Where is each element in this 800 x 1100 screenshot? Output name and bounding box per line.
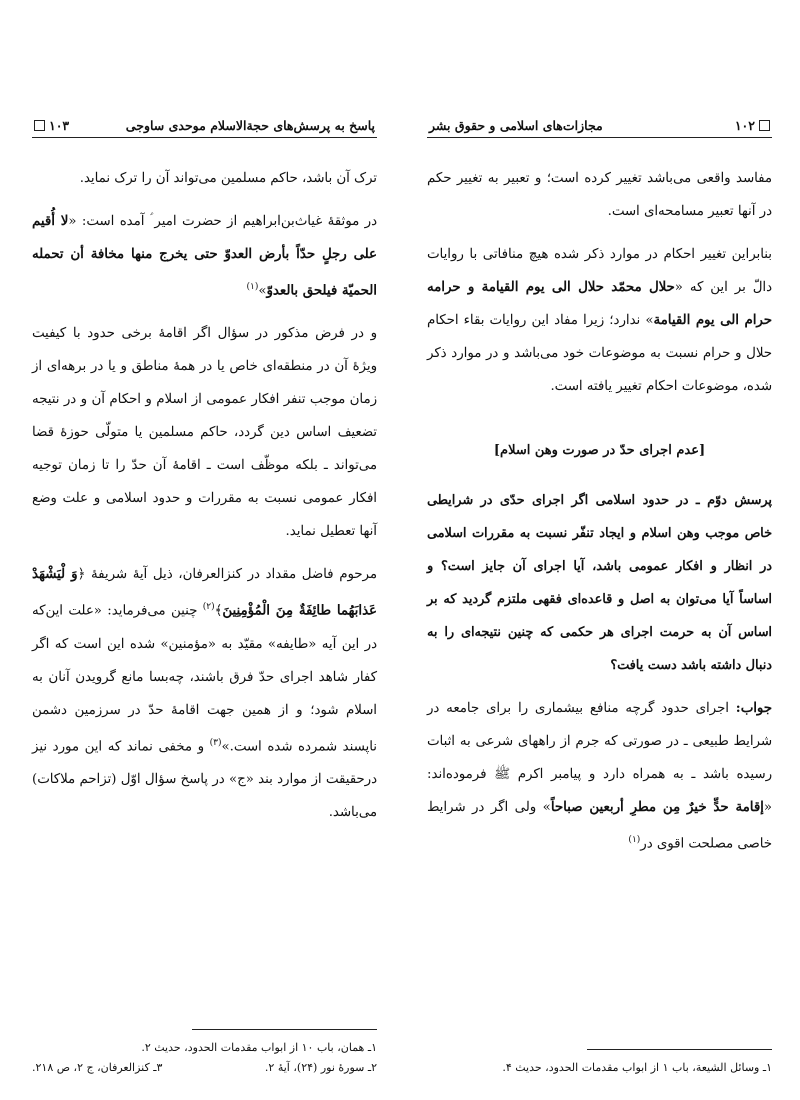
quran-verse: وَ لْيَشْهَدْ عَذابَهُما طائِفَةٌ مِنَ الْمُؤْمِنِينَ [32,567,377,619]
footnote: ۳ـ کنزالعرفان، ج ۲، ص ۲۱۸. [32,1061,163,1074]
section-title: [عدم اجرای حدّ در صورت وهن اسلام] [493,443,706,458]
footnote: ۲ـ سورهٔ نور (۲۴)، آیهٔ ۲. [264,1061,377,1074]
footnote: ۱ـ وسائل الشیعة، باب ۱ از ابواب مقدمات الحدود، حدیث ۴. [502,1061,772,1074]
footnote: ۱ـ همان، باب ۱۰ از ابواب مقدمات الحدود، حدیث ۲. [141,1041,377,1054]
footnote-ref: (۱) [246,282,259,292]
footnotes [427,1049,772,1078]
running-title: مجازات‌های اسلامی و حقوق بشر [429,118,603,133]
page-103 [32,118,377,1078]
page-body [427,138,772,860]
footnotes [32,1029,377,1078]
page-number: ۱۰۳ [34,118,69,133]
footnote-divider [587,1049,772,1050]
answer-label: جواب: [735,701,772,716]
footnote-divider [192,1029,377,1030]
page-102 [427,118,772,1078]
page-header [32,118,377,138]
footnote-ref: (۳) [209,737,222,748]
paragraph: ترک آن باشد، حاکم مسلمین می‌تواند آن را ترک نماید. [79,171,377,186]
footnote-ref: (۲) [202,602,215,613]
hadith-quote: حلال محمّد حلال الی یوم القیامة و حرامه حرام الی یوم القیامة [427,280,772,328]
page-box-icon [34,120,45,131]
hadith-quote: إقامة حدٍّ خيرٌ مِن مطرِ أربعين صباحاً [550,800,764,815]
paragraph: بنابراین تغییر احکام در موارد ذکر شده هیچ منافاتی با روایات دالّ بر این که «حلال محمّد حلال الی یوم القیامة و حرامه حرام الی یوم القیامة» ندارد؛ زیرا مفاد این روایات بقاء احکام حلال و حرام نسبت به موضوعات خود می‌باشد و در موارد ذکر شده، موضوعات احکام تغییر یافته است. [427,247,772,394]
page-body [32,138,377,829]
paragraph: و در فرض مذکور در سؤال اگر اقامهٔ برخی حدود با کیفیت ویژهٔ آن در منطقه‌ای خاص یا در همهٔ مناطق و یا در برهه‌ای از زمان موجب تنفر افکار عمومی از اسلام و احکام آن و در نتیجه تضعیف اساس دین گردد، حاکم مسلمین یا متولّی حوزهٔ قضا می‌تواند ـ بلکه موظّف است ـ اقامهٔ آن حدّ را تا زمان توجیه افکار عمومی نسبت به مقررات و حدود اسلامی و علت وضع آنها تعطیل نماید. [32,326,377,540]
footnote-ref: (۱) [628,835,641,845]
running-title: پاسخ به پرسش‌های حجةالاسلام موحدی ساوجی [125,118,375,133]
paragraph: مرحوم فاضل مقداد در کنزالعرفان، ذیل آیهٔ شریفهٔ ﴿وَ لْيَشْهَدْ عَذابَهُما طائِفَةٌ مِنَ الْمُؤْمِنِينَ﴾$^{(۲)}$ چنین می‌فرماید: «علت این‌که در این آیه «طایفه» مقیّد به «مؤمنین» شده این است که اگر کفار شاهد اجرای حدّ فرق باشند، چه‌بسا مانع گرویدن آنان به اسلام شود؛ و از همین جهت اقامهٔ حدّ در سرزمین دشمن ناپسند شمرده شده است.»$^{(۳)}$ و مخفی نماند که این مورد نیز درحقیقت از موارد بند «ج» در پاسخ سؤال اوّل (تزاحم ملاکات) می‌باشد. [32,567,377,821]
page-number: ۱۰۲ [735,118,770,133]
paragraph: در موثقهٔ غیاث‌بن‌ابراهیم از حضرت امیر ؑ آمده است: «لا أُقيم على رجلٍ حدّاً بأرض العدوّ حتى يخرج منها مخافة أن تحمله الحميّة فيلحق بالعدوّ»$^{(۱)}$ [32,214,377,299]
footnote-row [32,1058,377,1078]
answer-paragraph: جواب: اجرای حدود گرچه منافع بیشماری را برای جامعه در شرایط طبیعی ـ در صورتی که جرم از راههای شرعی به اثبات رسیده باشد ـ به همراه دارد و پیامبر اکرم ﷺ فرموده‌اند: «إقامة حدٍّ خيرٌ مِن مطرِ أربعين صباحاً» ولی اگر در شرایط خاصی مصلحت اقوی در$^{(۱)}$ [427,701,773,852]
hadith-quote: لا أُقيم على رجلٍ حدّاً بأرض العدوّ حتى يخرج منها مخافة أن تحمله الحميّة فيلحق بالعدوّ [32,214,377,299]
page-header [427,118,772,138]
paragraph: مفاسد واقعی می‌باشد تغییر کرده است؛ و تعبیر به تغییر حکم در آنها تعبیر مسامحه‌ای است. [427,171,772,219]
page-box-icon [759,120,770,131]
question-paragraph: پرسش دوّم ـ در حدود اسلامی اگر اجرای حدّی در شرایطی خاص موجب وهن اسلام و ایجاد تنفّر نسبت به مقررات اسلامی در انظار و افکار عمومی باشد، آیا اجرای آن جایز است؟ و اساساً آیا می‌توان به اصل و قاعده‌ای فقهی ملتزم گردید که بر اساس آن به حرمت اجرای هر حکمی که چنین نتیجه‌ای را به دنبال داشته باشد دست یافت؟ [427,493,772,673]
